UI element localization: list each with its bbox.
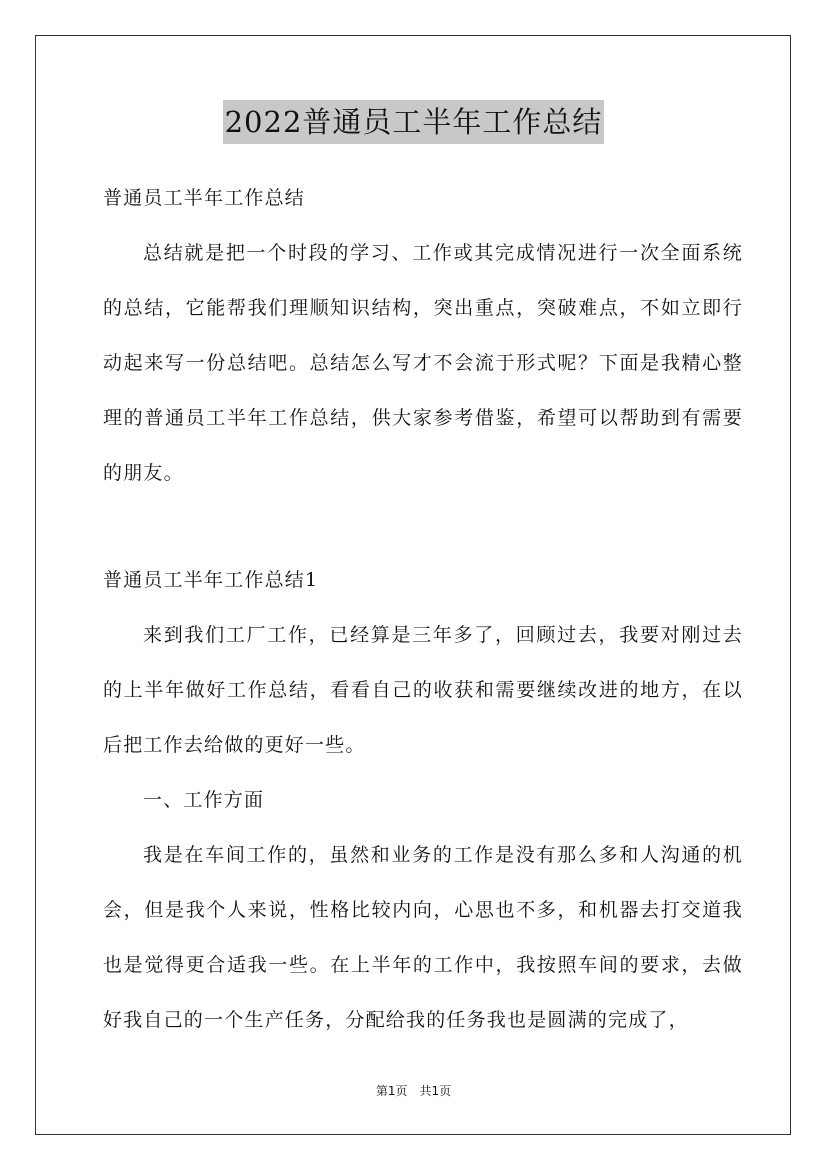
section-heading: 普通员工半年工作总结1 <box>103 569 319 591</box>
subtitle: 普通员工半年工作总结 <box>103 187 306 209</box>
intro-paragraph: 总结就是把一个时段的学习、工作或其完成情况进行一次全面系统的总结，它能帮我们理顺知识结构，突出重点，突破难点，不如立即行动起来写一份总结吧。总结怎么写才不会流于形式呢？下面是我精心整理的普通员工半年工作总结，供大家参考借鉴，希望可以帮助到有需要的朋友。 <box>103 242 743 484</box>
page-total: 共1页 <box>419 1084 452 1098</box>
document-title: 2022普通员工半年工作总结 <box>223 100 605 144</box>
section-paragraph: 我是在车间工作的，虽然和业务的工作是没有那么多和人沟通的机会，但是我个人来说，性格比较内向，心思也不多，和机器去打交道我也是觉得更合适我一些。在上半年的工作中，我按照车间的要求，去做好我自己的一个生产任务，分配给我的任务我也是圆满的完成了， <box>103 844 743 1031</box>
document-body <box>103 171 743 1048</box>
page-number: 第1页 <box>375 1084 408 1098</box>
spacer <box>103 501 743 553</box>
sub-heading: 一、工作方面 <box>143 789 265 811</box>
section-paragraph: 来到我们工厂工作，已经算是三年多了，回顾过去，我要对刚过去的上半年做好工作总结，看看自己的收获和需要继续改进的地方，在以后把工作去给做的更好一些。 <box>103 624 743 756</box>
title-container <box>0 100 827 144</box>
page-footer <box>0 1082 827 1099</box>
